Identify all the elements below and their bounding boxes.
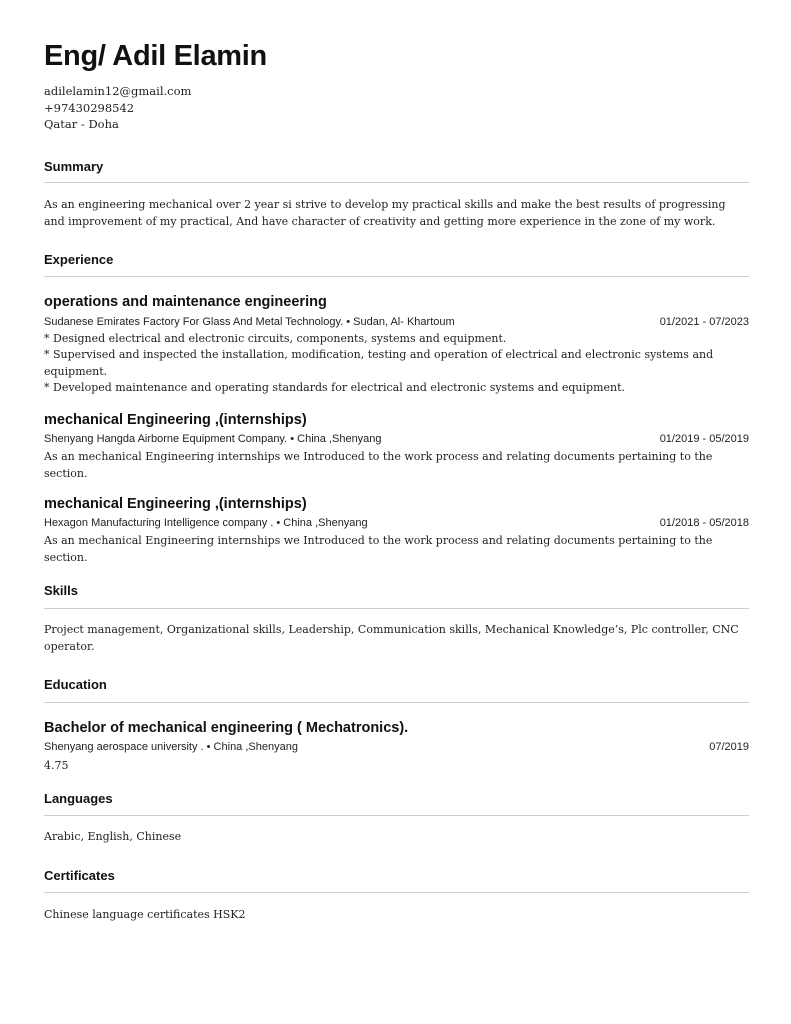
languages-text: Arabic, English, Chinese <box>44 830 182 843</box>
job-company: Sudanese Emirates Factory For Glass And Metal Technology. • Sudan, Al- Khartoum <box>44 316 455 328</box>
job-description: As an mechanical Engineering internships we Introduced to the work process and relating documents pertaining to the section. <box>44 534 713 564</box>
job-company: Hexagon Manufacturing Intelligence company . • China ,Shenyang <box>44 517 368 529</box>
section-divider <box>44 276 749 277</box>
education-heading: Education <box>44 677 107 692</box>
section-divider <box>44 702 749 703</box>
phone-text: +97430298542 <box>44 101 135 115</box>
job-dates: 01/2019 - 05/2019 <box>659 433 749 445</box>
section-divider <box>44 182 749 183</box>
job-description: As an mechanical Engineering internships we Introduced to the work process and relating documents pertaining to the section. <box>44 450 713 480</box>
job-title: operations and maintenance engineering <box>44 294 327 310</box>
grade-text: 4.75 <box>44 759 69 772</box>
job-dates: 01/2021 - 07/2023 <box>659 316 749 328</box>
job-company: Shenyang Hangda Airborne Equipment Company. • China ,Shenyang <box>44 433 382 445</box>
job-bullet: * Designed electrical and electronic circuits, components, systems and equipment. <box>44 332 507 345</box>
job-bullet: * Supervised and inspected the installation, modification, testing and operation of electrical and electronic systems and equipment. <box>44 348 714 378</box>
job-meta <box>44 517 749 531</box>
email-text: adilelamin12@gmail.com <box>44 84 192 98</box>
job-bullet: * Developed maintenance and operating standards for electrical and electronic systems and equipment. <box>44 381 626 394</box>
section-divider <box>44 608 749 609</box>
section-divider <box>44 892 749 893</box>
school-name: Shenyang aerospace university . • China ,Shenyang <box>44 741 298 753</box>
degree-title: Bachelor of mechanical engineering ( Mechatronics). <box>44 720 409 736</box>
job-meta <box>44 316 749 330</box>
skills-heading: Skills <box>44 583 78 598</box>
job-title: mechanical Engineering ,(internships) <box>44 496 307 512</box>
job-dates: 01/2018 - 05/2018 <box>659 517 749 529</box>
experience-heading: Experience <box>44 252 114 267</box>
certificates-heading: Certificates <box>44 868 115 883</box>
languages-heading: Languages <box>44 791 113 806</box>
section-divider <box>44 815 749 816</box>
location-text: Qatar - Doha <box>44 117 119 131</box>
job-title: mechanical Engineering ,(internships) <box>44 412 307 428</box>
education-meta <box>44 741 749 755</box>
summary-text: As an engineering mechanical over 2 year si strive to develop my practical skills and make the best results of progressing and improvement of my practical, And have character of creativity and getting more experience in the zone of my work. <box>44 198 726 228</box>
certificates-text: Chinese language certificates HSK2 <box>44 908 246 921</box>
summary-heading: Summary <box>44 159 104 174</box>
graduation-date: 07/2019 <box>709 741 749 753</box>
candidate-name: Eng/ Adil Elamin <box>44 40 267 72</box>
skills-text: Project management, Organizational skills, Leadership, Communication skills, Mechanical Knowledge’s, Plc controller, CNC operator. <box>44 623 739 653</box>
job-meta <box>44 433 749 447</box>
